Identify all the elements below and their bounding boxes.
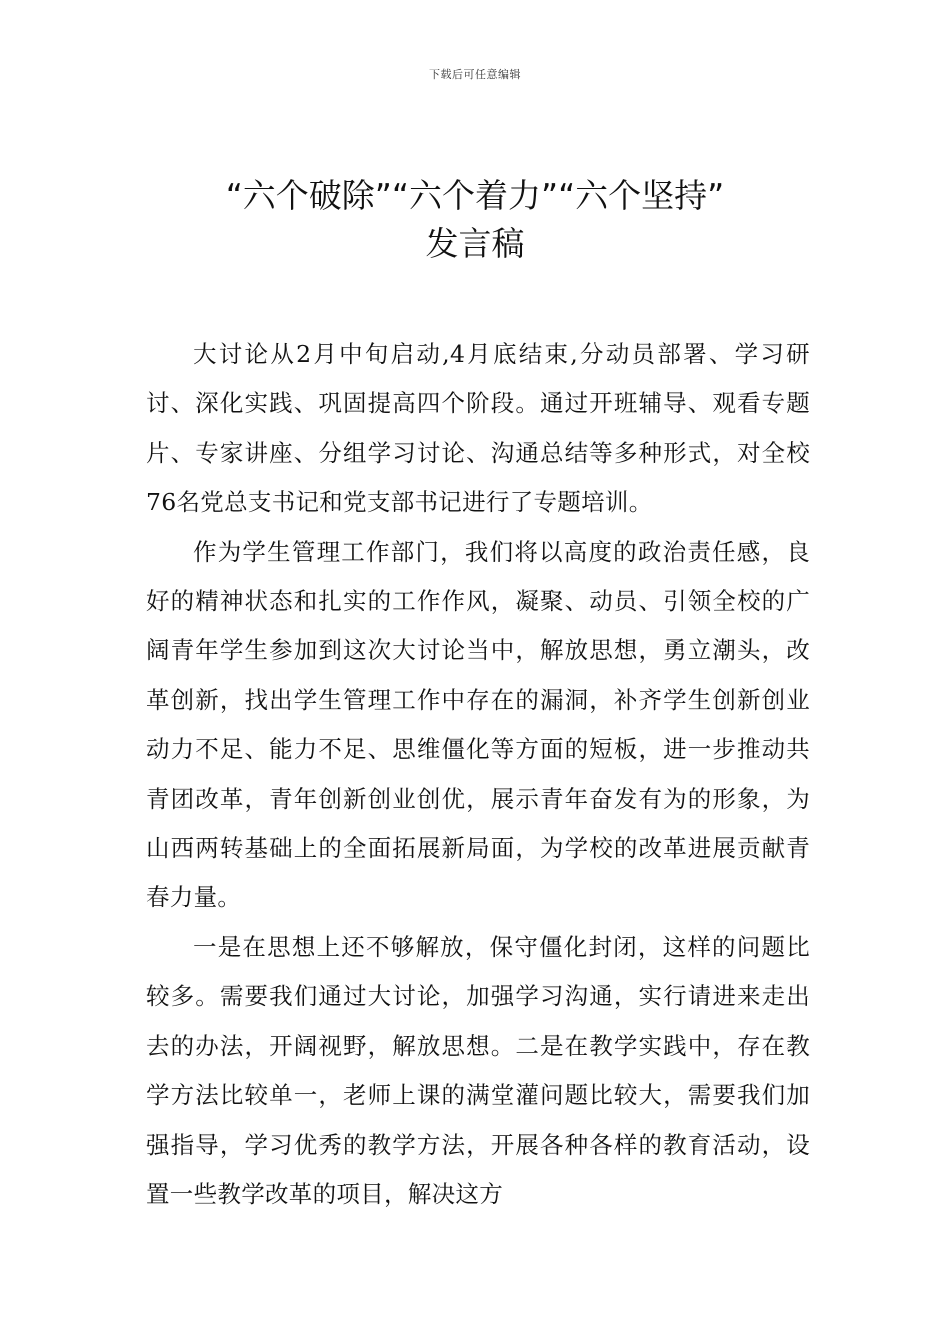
document-body — [146, 330, 810, 1219]
paragraph-intro: 大讨论从2月中旬启动,4月底结束,分动员部署、学习研讨、深化实践、巩固提高四个阶段。通过开班辅导、观看专题片、专家讲座、分组学习讨论、沟通总结等多种形式，对全校76名党总支书记和党支部书记进行了专题培训。 — [146, 340, 810, 517]
page-header-note: 下载后可任意编辑 — [429, 68, 521, 81]
document-title-line-1: “六个破除”“六个着力”“六个坚持” — [225, 176, 725, 215]
document-title-line-2: 发言稿 — [425, 224, 525, 263]
paragraph-problems: 一是在思想上还不够解放，保守僵化封闭，这样的问题比较多。需要我们通过大讨论，加强学习沟通，实行请进来走出去的办法，开阔视野，解放思想。二是在教学实践中，存在教学方法比较单一，老师上课的满堂灌问题比较大，需要我们加强指导，学习优秀的教学方法，开展各种各样的教育活动，设置一些教学改革的项目，解决这方 — [146, 932, 810, 1208]
document-title — [100, 172, 850, 268]
paragraph-department-commitment: 作为学生管理工作部门，我们将以高度的政治责任感，良好的精神状态和扎实的工作作风，凝聚、动员、引领全校的广阔青年学生参加到这次大讨论当中，解放思想，勇立潮头，改革创新，找出学生管理工作中存在的漏洞，补齐学生创新创业动力不足、能力不足、思维僵化等方面的短板，进一步推动共青团改革，青年创新创业创优，展示青年奋发有为的形象，为山西两转基础上的全面拓展新局面，为学校的改革进展贡献青春力量。 — [146, 537, 810, 912]
